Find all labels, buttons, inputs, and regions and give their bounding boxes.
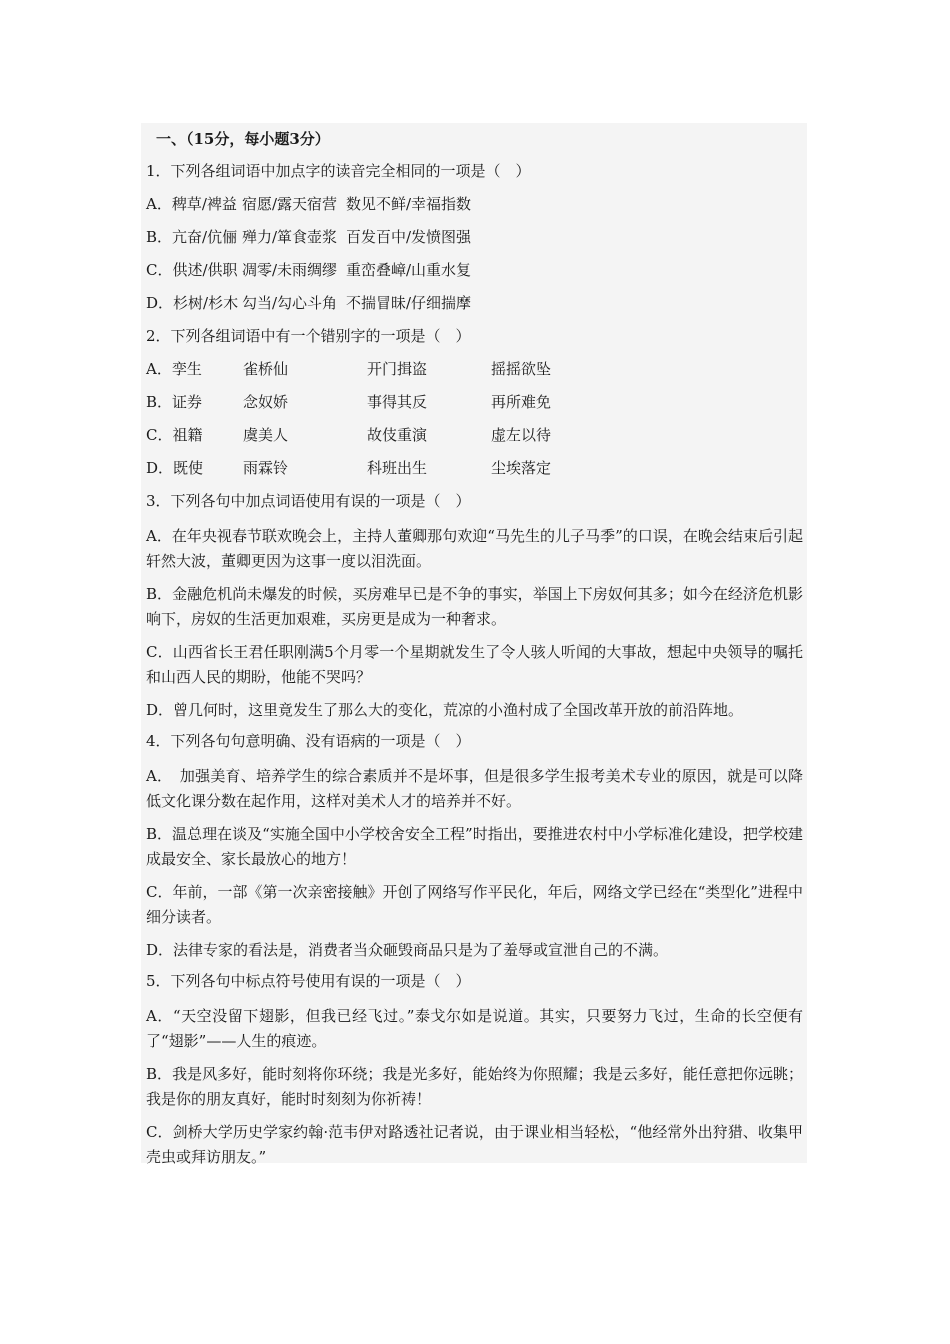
question-5-option-c: C．剑桥大学历史学家约翰·范韦伊对路透社记者说，由于课业相当轻松，“他经常外出狩猎、收集甲壳虫或拜访朋友。” bbox=[146, 1123, 803, 1166]
option-word: 科班出生 bbox=[367, 459, 428, 477]
option-word: 雨霖铃 bbox=[243, 459, 289, 477]
option-word: 勾当/勾心斗角 bbox=[242, 294, 338, 312]
option-word: 宿愿/露天宿营 bbox=[242, 195, 338, 213]
option-word: 殚力/箪食壶浆 bbox=[242, 228, 338, 246]
question-1-option-a bbox=[146, 194, 803, 214]
option-word: 百发百中/发愤图强 bbox=[346, 228, 472, 246]
question-1-option-d bbox=[146, 293, 803, 313]
question-4-option-d: D．法律专家的看法是，消费者当众砸毁商品只是为了羞辱或宣泄自己的不满。 bbox=[146, 941, 669, 959]
question-3-option-d: D．曾几何时，这里竟发生了那么大的变化，荒凉的小渔村成了全国改革开放的前沿阵地。 bbox=[146, 701, 744, 719]
question-2-option-a bbox=[146, 359, 803, 379]
question-3-stem: 3．下列各句中加点词语使用有误的一项是（ ） bbox=[146, 492, 471, 510]
option-word: D．杉树/杉木 bbox=[146, 294, 239, 312]
option-word: D．既使 bbox=[146, 459, 204, 477]
question-5-option-a: A．“天空没留下翅影，但我已经飞过。”泰戈尔如是说道。其实，只要努力飞过，生命的长空便有了“翅影”——人生的痕迹。 bbox=[146, 1007, 803, 1050]
question-4-option-c: C．年前，一部《第一次亲密接触》开创了网络写作平民化，年后，网络文学已经在“类型化”进程中细分读者。 bbox=[146, 883, 803, 926]
question-2-option-c bbox=[146, 425, 803, 445]
question-4-stem: 4．下列各句句意明确、没有语病的一项是（ ） bbox=[146, 732, 471, 750]
section-heading: 一、（15分，每小题3分） bbox=[156, 130, 330, 148]
question-5-stem: 5．下列各句中标点符号使用有误的一项是（ ） bbox=[146, 972, 471, 990]
option-word: A．稗草/裨益 bbox=[146, 195, 237, 213]
exam-page bbox=[141, 123, 807, 1166]
option-word: 摇摇欲坠 bbox=[491, 360, 552, 378]
option-word: B．证券 bbox=[146, 393, 203, 411]
option-word: 不揣冒昧/仔细揣摩 bbox=[346, 294, 472, 312]
question-3-option-a: A．在年央视春节联欢晚会上，主持人董卿那句欢迎“马先生的儿子马季”的口误，在晚会结束后引起轩然大波，董卿更因为这事一度以泪洗面。 bbox=[146, 527, 803, 570]
option-word: 凋零/未雨绸缪 bbox=[242, 261, 338, 279]
question-2-option-b bbox=[146, 392, 803, 412]
question-2-option-d bbox=[146, 458, 803, 478]
option-word: 事得其反 bbox=[367, 393, 428, 411]
option-word: 开门揖盗 bbox=[367, 360, 428, 378]
question-3-option-c: C．山西省长王君任职刚满5个月零一个星期就发生了令人骇人听闻的大事故，想起中央领导的嘱托和山西人民的期盼，他能不哭吗？ bbox=[146, 643, 803, 686]
option-word: 尘埃落定 bbox=[491, 459, 552, 477]
question-1-option-c bbox=[146, 260, 803, 280]
option-word: 念奴娇 bbox=[243, 393, 289, 411]
question-3-option-b: B．金融危机尚未爆发的时候，买房难早已是不争的事实，举国上下房奴何其多；如今在经济危机影响下，房奴的生活更加艰难，买房更是成为一种奢求。 bbox=[146, 585, 803, 628]
question-1-stem: 1．下列各组词语中加点字的读音完全相同的一项是（ ） bbox=[146, 162, 531, 180]
option-word: C．供述/供职 bbox=[146, 261, 238, 279]
question-1-option-b bbox=[146, 227, 803, 247]
option-word: 数见不鲜/幸福指数 bbox=[346, 195, 472, 213]
option-word: 雀桥仙 bbox=[243, 360, 289, 378]
option-word: A．孪生 bbox=[146, 360, 202, 378]
question-5-option-b: B．我是风多好，能时刻将你环绕；我是光多好，能始终为你照耀；我是云多好，能任意把你远眺；我是你的朋友真好，能时时刻刻为你祈祷！ bbox=[146, 1065, 803, 1108]
option-word: 虞美人 bbox=[243, 426, 289, 444]
question-2-stem: 2．下列各组词语中有一个错别字的一项是（ ） bbox=[146, 327, 471, 345]
option-word: 再所难免 bbox=[491, 393, 552, 411]
option-word: 故伎重演 bbox=[367, 426, 428, 444]
question-4-option-a: A． 加强美育、培养学生的综合素质并不是坏事，但是很多学生报考美术专业的原因，就是可以降低文化课分数在起作用，这样对美术人才的培养并不好。 bbox=[146, 767, 803, 810]
option-word: C．祖籍 bbox=[146, 426, 203, 444]
option-word: 重峦叠嶂/山重水复 bbox=[346, 261, 472, 279]
option-word: B．亢奋/伉俪 bbox=[146, 228, 238, 246]
option-word: 虚左以待 bbox=[491, 426, 552, 444]
question-4-option-b: B．温总理在谈及“实施全国中小学校舍安全工程”时指出，要推进农村中小学标准化建设，把学校建成最安全、家长最放心的地方！ bbox=[146, 825, 803, 868]
